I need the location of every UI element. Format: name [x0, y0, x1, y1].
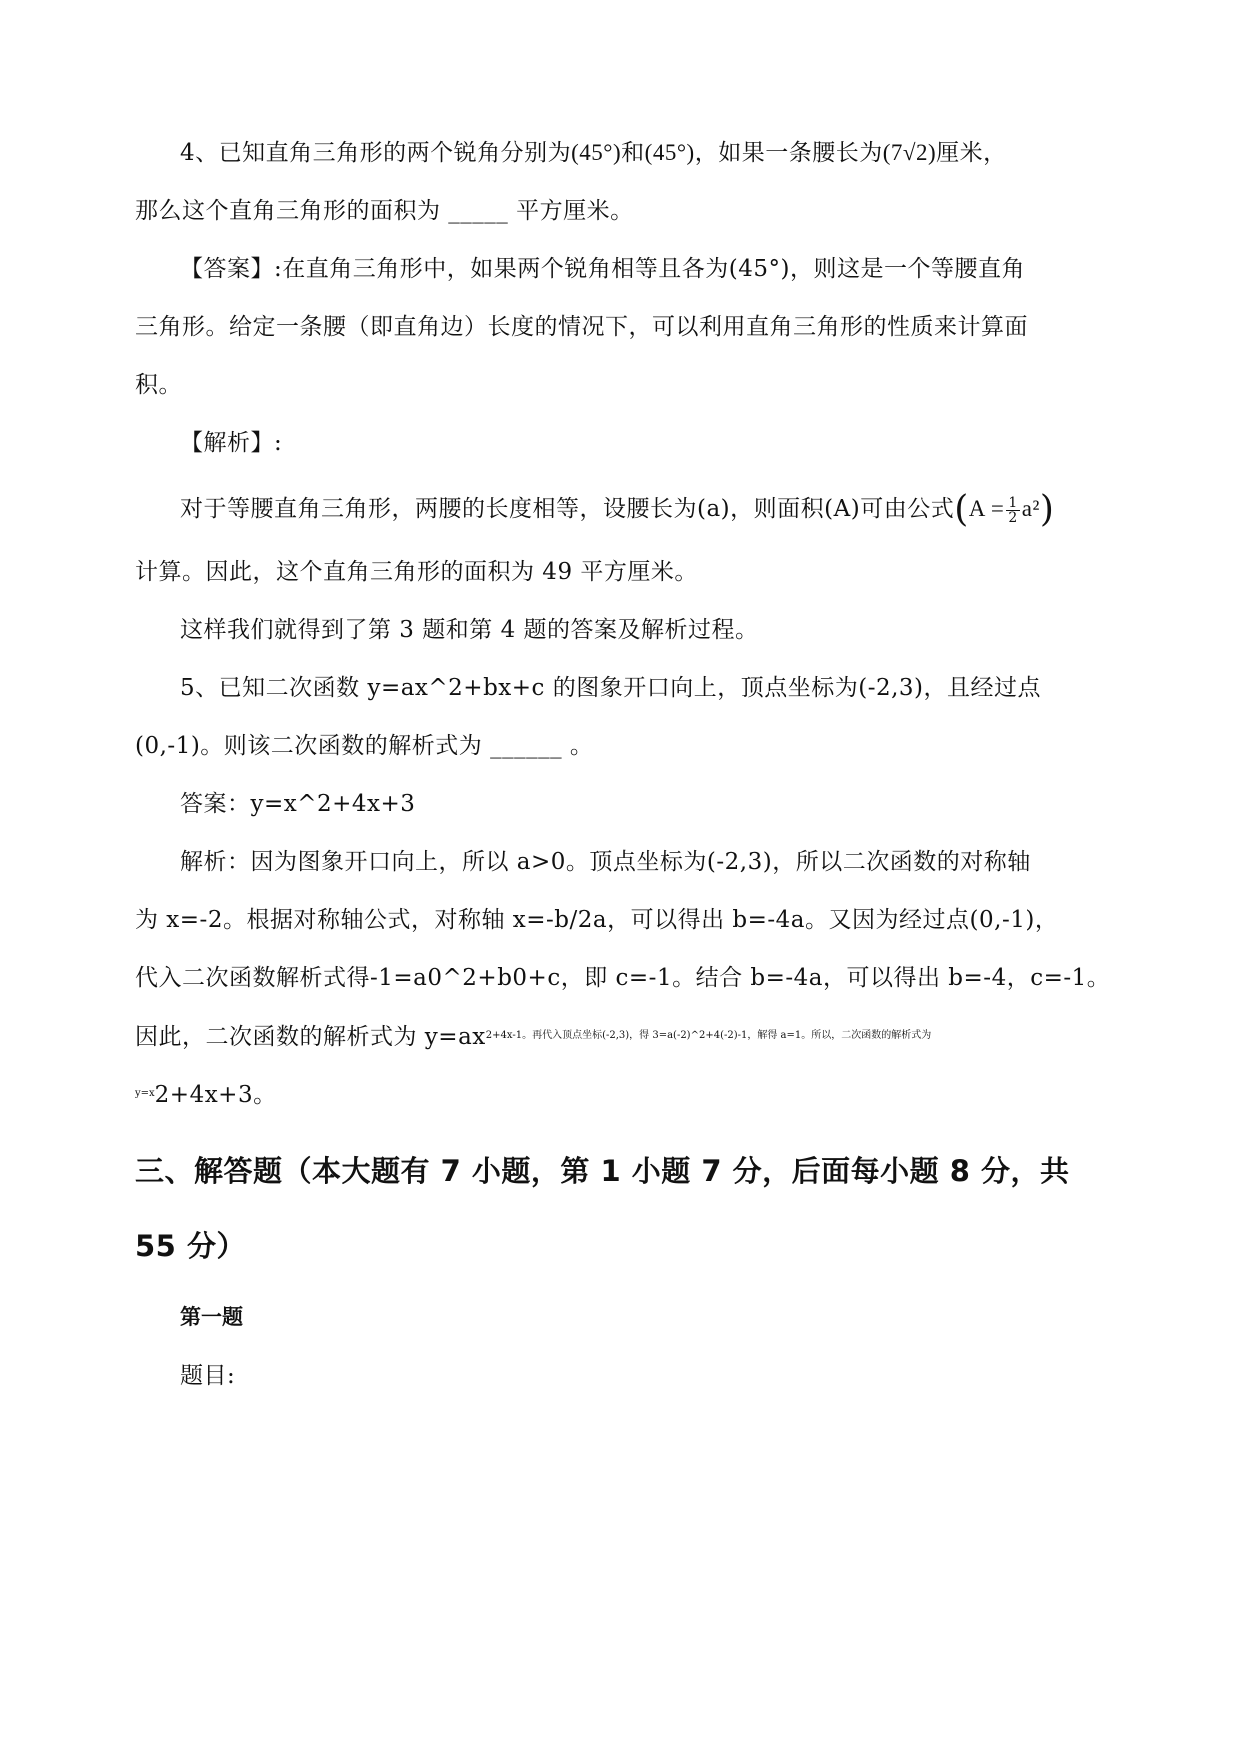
q4-text-b: ，如果一条腰长为 [694, 140, 883, 166]
formula-numerator: 1 [1008, 494, 1018, 511]
q4-line-1 [180, 138, 1007, 168]
analysis-label: 【解析】 [180, 430, 274, 456]
q5-analysis-5 [135, 1079, 277, 1110]
section-heading-line-2: 55 分） [135, 1229, 246, 1263]
q4-analysis-line-1 [180, 489, 1055, 530]
q5-answer: 答案：y=x^2+4x+3 [180, 791, 416, 817]
q5-analysis-4-small: 2+4x-1。再代入顶点坐标(-2,3)，得 3=a(-2)^2+4(-2)-1，解得 a=1。所以，二次函数的解析式为 [485, 1030, 932, 1041]
analysis-text-1: 对于等腰直角三角形，两腰的长度相等，设腰长为(a)，则面积(A)可由公式 [180, 496, 955, 522]
q4-answer-line-2: 三角形。给定一条腰（即直角边）长度的情况下，可以利用直角三角形的性质来计算面 [135, 314, 1028, 340]
formula-fraction [1006, 496, 1019, 525]
q5-analysis-5-small: y=x [135, 1088, 155, 1099]
formula-close-paren: ) [1039, 489, 1055, 530]
q4-line-2: 那么这个直角三角形的面积为 _____ 平方厘米。 [135, 198, 634, 224]
q5-analysis-2: 为 x=-2。根据对称轴公式，对称轴 x=-b/2a，可以得出 b=-4a。又因为经过点(0,-1)， [135, 907, 1059, 933]
q4-summary: 这样我们就得到了第 3 题和第 4 题的答案及解析过程。 [180, 617, 759, 643]
formula-open-paren: ( [954, 489, 969, 530]
q5-analysis-5-main: 2+4x+3。 [154, 1082, 277, 1108]
angle-1: (45°) [571, 140, 622, 165]
angle-2: (45°) [644, 140, 695, 165]
question-label: 题目: [180, 1363, 236, 1389]
first-question-title: 第一题 [180, 1305, 243, 1329]
q5-line-2: (0,-1)。则该二次函数的解析式为 ______ 。 [135, 733, 594, 759]
q4-analysis-heading [180, 428, 282, 458]
q4-analysis-line-2: 计算。因此，这个直角三角形的面积为 49 平方厘米。 [135, 559, 698, 585]
answer-text-1: :在直角三角形中，如果两个锐角相等且各为(45°)，则这是一个等腰直角 [274, 256, 1025, 282]
q5-line-1: 5、已知二次函数 y=ax^2+bx+c 的图象开口向上，顶点坐标为(-2,3)，且经过点 [180, 675, 1042, 701]
section-heading-line-1: 三、解答题（本大题有 7 小题，第 1 小题 7 分，后面每小题 8 分，共 [135, 1154, 1070, 1188]
q5-analysis-4-main: 因此，二次函数的解析式为 y=ax [135, 1024, 486, 1050]
leg-length: (7√2) [882, 140, 937, 165]
q4-text-c: 厘米， [936, 140, 1007, 166]
q5-analysis-4 [135, 1021, 931, 1052]
q4-answer-line-1 [180, 254, 1025, 284]
q4-and: 和 [621, 140, 645, 166]
q4-answer-line-3: 积。 [135, 372, 182, 398]
q5-analysis-3: 代入二次函数解析式得-1=a0^2+b0+c，即 c=-1。结合 b=-4a，可以得出 b=-4，c=-1。 [135, 965, 1111, 991]
formula-denominator: 2 [1008, 509, 1018, 526]
formula-rhs: a² [1021, 496, 1040, 521]
answer-label: 【答案】 [180, 256, 274, 282]
q5-analysis-1: 解析：因为图象开口向上，所以 a>0。顶点坐标为(-2,3)，所以二次函数的对称轴 [180, 849, 1031, 875]
q4-text-a: 4、已知直角三角形的两个锐角分别为 [180, 140, 572, 166]
formula-lhs: A = [968, 496, 1005, 521]
analysis-colon: : [274, 430, 283, 456]
